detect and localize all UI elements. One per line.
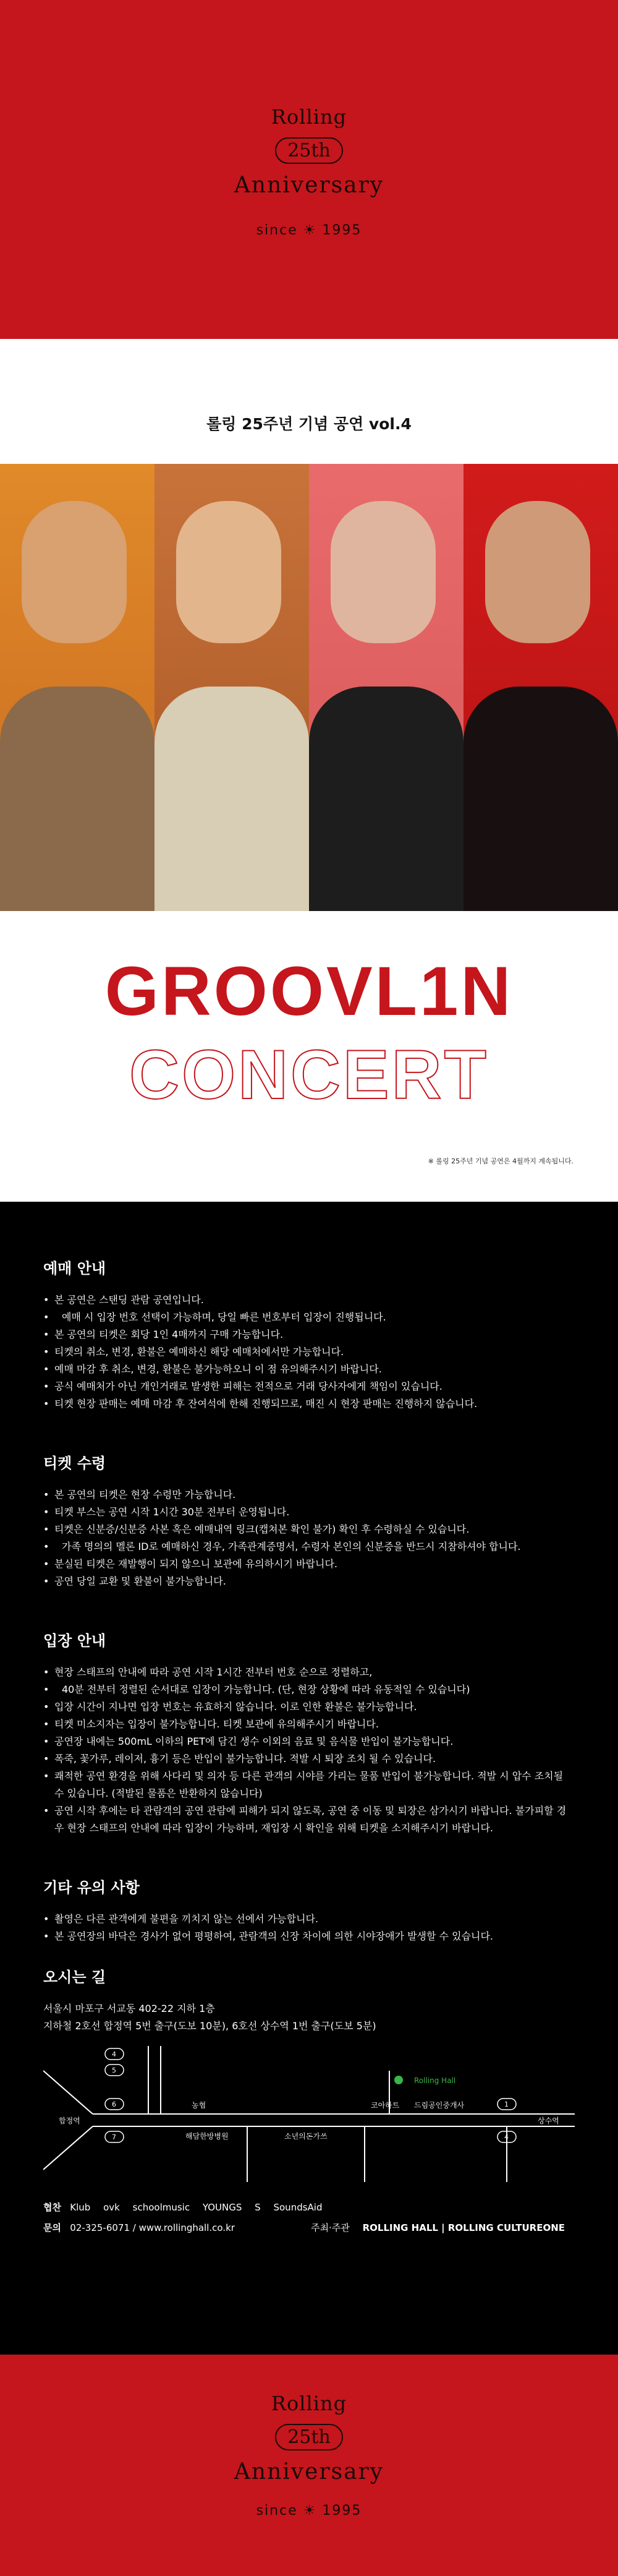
contact-info: 02-325-6071 / www.rollinghall.co.kr (70, 2222, 235, 2233)
list-item: • 분실된 티켓은 재발행이 되지 않으니 보관에 유의하시기 바랍니다. (43, 1555, 575, 1573)
map-label-rolling-hall: Rolling Hall (414, 2076, 456, 2085)
exit-5: 5 (112, 2066, 116, 2074)
title-band (0, 911, 618, 1202)
logo-since: since ☀ 1995 (256, 2503, 362, 2518)
contact-label: 문의 (43, 2222, 61, 2233)
host-label: 주최·주관 (311, 2222, 350, 2233)
entry-section (43, 1628, 575, 1837)
location-map (43, 2046, 575, 2182)
logo-anniversary: Anniversary (234, 173, 384, 198)
ticket-section (43, 1451, 575, 1590)
list-item: • 본 공연의 티켓은 현장 수령만 가능합니다. (43, 1486, 575, 1504)
subtitle-band (0, 339, 618, 464)
map-label-coreheart: 코아하트 (371, 2101, 400, 2110)
list-item: • 티켓 미소지자는 입장이 불가능합니다. 티켓 보관에 유의해주시기 바랍니다. (43, 1716, 575, 1733)
list-item: • 촬영은 다른 관객에게 불편을 끼치지 않는 선에서 가능합니다. (43, 1911, 575, 1928)
map-label-haedam: 해담한방병원 (185, 2132, 229, 2141)
member-photos (0, 464, 618, 911)
list-item: • 본 공연의 티켓은 회당 1인 4매까지 구매 가능합니다. (43, 1326, 575, 1343)
address: 서울시 마포구 서교동 402-22 지하 1층 (43, 2003, 215, 2014)
etc-section (43, 1875, 575, 1945)
logo-rolling: Rolling (271, 105, 347, 129)
section-title: 오시는 길 (43, 1969, 106, 1986)
footer-logo (0, 2392, 618, 2518)
info-section (0, 1202, 618, 2184)
section-title: 예매 안내 (43, 1260, 106, 1277)
exit-6: 6 (112, 2100, 116, 2108)
list-item: • 본 공연장의 바닥은 경사가 없어 평평하여, 관람객의 신장 차이에 의한 시야장애가 발생할 수 있습니다. (43, 1928, 575, 1945)
list-item: • 폭죽, 꽃가루, 레이저, 흉기 등은 반입이 불가능합니다. 적발 시 퇴장 조치 될 수 있습니다. (43, 1750, 575, 1768)
logo-25th: 25th (275, 2424, 343, 2450)
host-info: ROLLING HALL | ROLLING CULTUREONE (362, 2222, 565, 2233)
member-photo-3 (309, 464, 464, 911)
exit-1: 1 (504, 2100, 509, 2108)
exit-4b: 4 (504, 2133, 509, 2141)
title-concert: CONCERT (129, 1036, 489, 1113)
map-label-sonyeon: 소년의돈가쓰 (284, 2132, 328, 2141)
sponsor-youngs: YOUNGS (202, 2202, 242, 2213)
transit-info: 지하철 2호선 합정역 5번 출구(도보 10분), 6호선 상수역 1번 출구(도보 5분) (43, 2020, 376, 2032)
list-item: • 예매 시 입장 번호 선택이 가능하며, 당일 빠른 번호부터 입장이 진행됩니다. (43, 1309, 575, 1326)
subtitle: 롤링 25주년 기념 공연 vol.4 (206, 415, 412, 433)
exit-7: 7 (112, 2133, 116, 2141)
member-photo-2 (154, 464, 309, 911)
list-item: • 입장 시간이 지나면 입장 번호는 유효하지 않습니다. 이로 인한 환불은 불가능합니다. (43, 1698, 575, 1716)
section-title: 기타 유의 사항 (43, 1879, 140, 1896)
list-item: • 티켓의 취소, 변경, 환불은 예매하신 해당 예매처에서만 가능합니다. (43, 1343, 575, 1361)
list-item: • 티켓은 신분증/신분증 사본 혹은 예매내역 링크(캡쳐본 확인 불가) 확인 후 수령하실 수 있습니다. (43, 1521, 575, 1538)
list-item: • 예매 마감 후 취소, 변경, 환불은 불가능하오니 이 점 유의해주시기 바랍니다. (43, 1361, 575, 1378)
member-photo-1 (0, 464, 154, 911)
map-label-sangsu: 상수역 (538, 2116, 559, 2125)
rolling-hall-marker (394, 2076, 403, 2084)
map-label-nonghyup: 농협 (192, 2101, 206, 2110)
list-item: • 본 공연은 스탠딩 관람 공연입니다. (43, 1291, 575, 1309)
logo-anniversary: Anniversary (234, 2459, 384, 2484)
list-item: • 공연 당일 교환 및 환불이 불가능합니다. (43, 1573, 575, 1590)
anniversary-logo (0, 105, 618, 238)
sponsor-s: S (255, 2202, 261, 2213)
continuation-note: ※ 롤링 25주년 기념 공연은 4월까지 계속됩니다. (428, 1157, 574, 1165)
map-label-hapjeong: 합정역 (59, 2116, 80, 2125)
map-label-dream: 드림공인중개사 (414, 2101, 465, 2110)
footer-banner (0, 2355, 618, 2576)
sponsor-section (0, 2184, 618, 2234)
hero-banner (0, 0, 618, 339)
sponsor-soundsaid: SoundsAid (273, 2202, 323, 2213)
list-item: • 티켓 현장 판매는 예매 마감 후 잔여석에 한해 진행되므로, 매진 시 현장 판매는 진행하지 않습니다. (43, 1395, 575, 1413)
section-title: 티켓 수령 (43, 1455, 106, 1472)
title-groovl1n: GROOVL1N (104, 952, 514, 1030)
list-item: • 쾌적한 공연 환경을 위해 사다리 및 의자 등 다른 관객의 시야를 가리는 물품 반입이 불가능합니다. 적발 시 압수 조치될 수 있습니다. (적발된 물품은 반환하지 않습니다) (43, 1768, 575, 1802)
list-item: • 공연 시작 후에는 타 관람객의 공연 관람에 피해가 되지 않도록, 공연 중 이동 및 퇴장은 삼가시기 바랍니다. 불가피할 경우 현장 스태프의 안내에 따라 입장이 가능하며, 재입장 시 확인을 위해 티켓을 소지해주시기 바랍니다. (43, 1802, 575, 1837)
logo-rolling: Rolling (271, 2392, 347, 2415)
sponsor-klub: Klub (70, 2202, 91, 2213)
list-item: • 가족 명의의 멜론 ID로 예매하신 경우, 가족관계증명서, 수령자 본인의 신분증을 반드시 지참하셔야 합니다. (43, 1538, 575, 1555)
list-item: • 티켓 부스는 공연 시작 1시간 30분 전부터 운영됩니다. (43, 1504, 575, 1521)
list-item: • 40분 전부터 정렬된 순서대로 입장이 가능합니다. (단, 현장 상황에 따라 유동적일 수 있습니다) (43, 1681, 575, 1698)
directions-section (43, 1965, 575, 2184)
list-item: • 공식 예매처가 아닌 개인거래로 발생한 피해는 전적으로 거래 당사자에게 책임이 있습니다. (43, 1378, 575, 1395)
sponsor-ovk: ovk (103, 2202, 120, 2213)
section-title: 입장 안내 (43, 1632, 106, 1650)
list-item: • 공연장 내에는 500mL 이하의 PET에 담긴 생수 이외의 음료 및 음식물 반입이 불가능합니다. (43, 1733, 575, 1750)
logo-25th: 25th (275, 137, 343, 164)
contact-row (43, 2221, 575, 2234)
exit-4: 4 (112, 2050, 116, 2058)
list-item: • 현장 스태프의 안내에 따라 공연 시작 1시간 전부터 번호 순으로 정렬하고, (43, 1664, 575, 1681)
booking-section (43, 1256, 575, 1413)
sponsor-row (43, 2201, 575, 2214)
member-photo-4 (464, 464, 618, 911)
logo-since: since ☀ 1995 (256, 223, 362, 238)
sponsor-label: 협찬 (43, 2202, 61, 2213)
sponsor-schoolmusic: schoolmusic (132, 2202, 190, 2213)
